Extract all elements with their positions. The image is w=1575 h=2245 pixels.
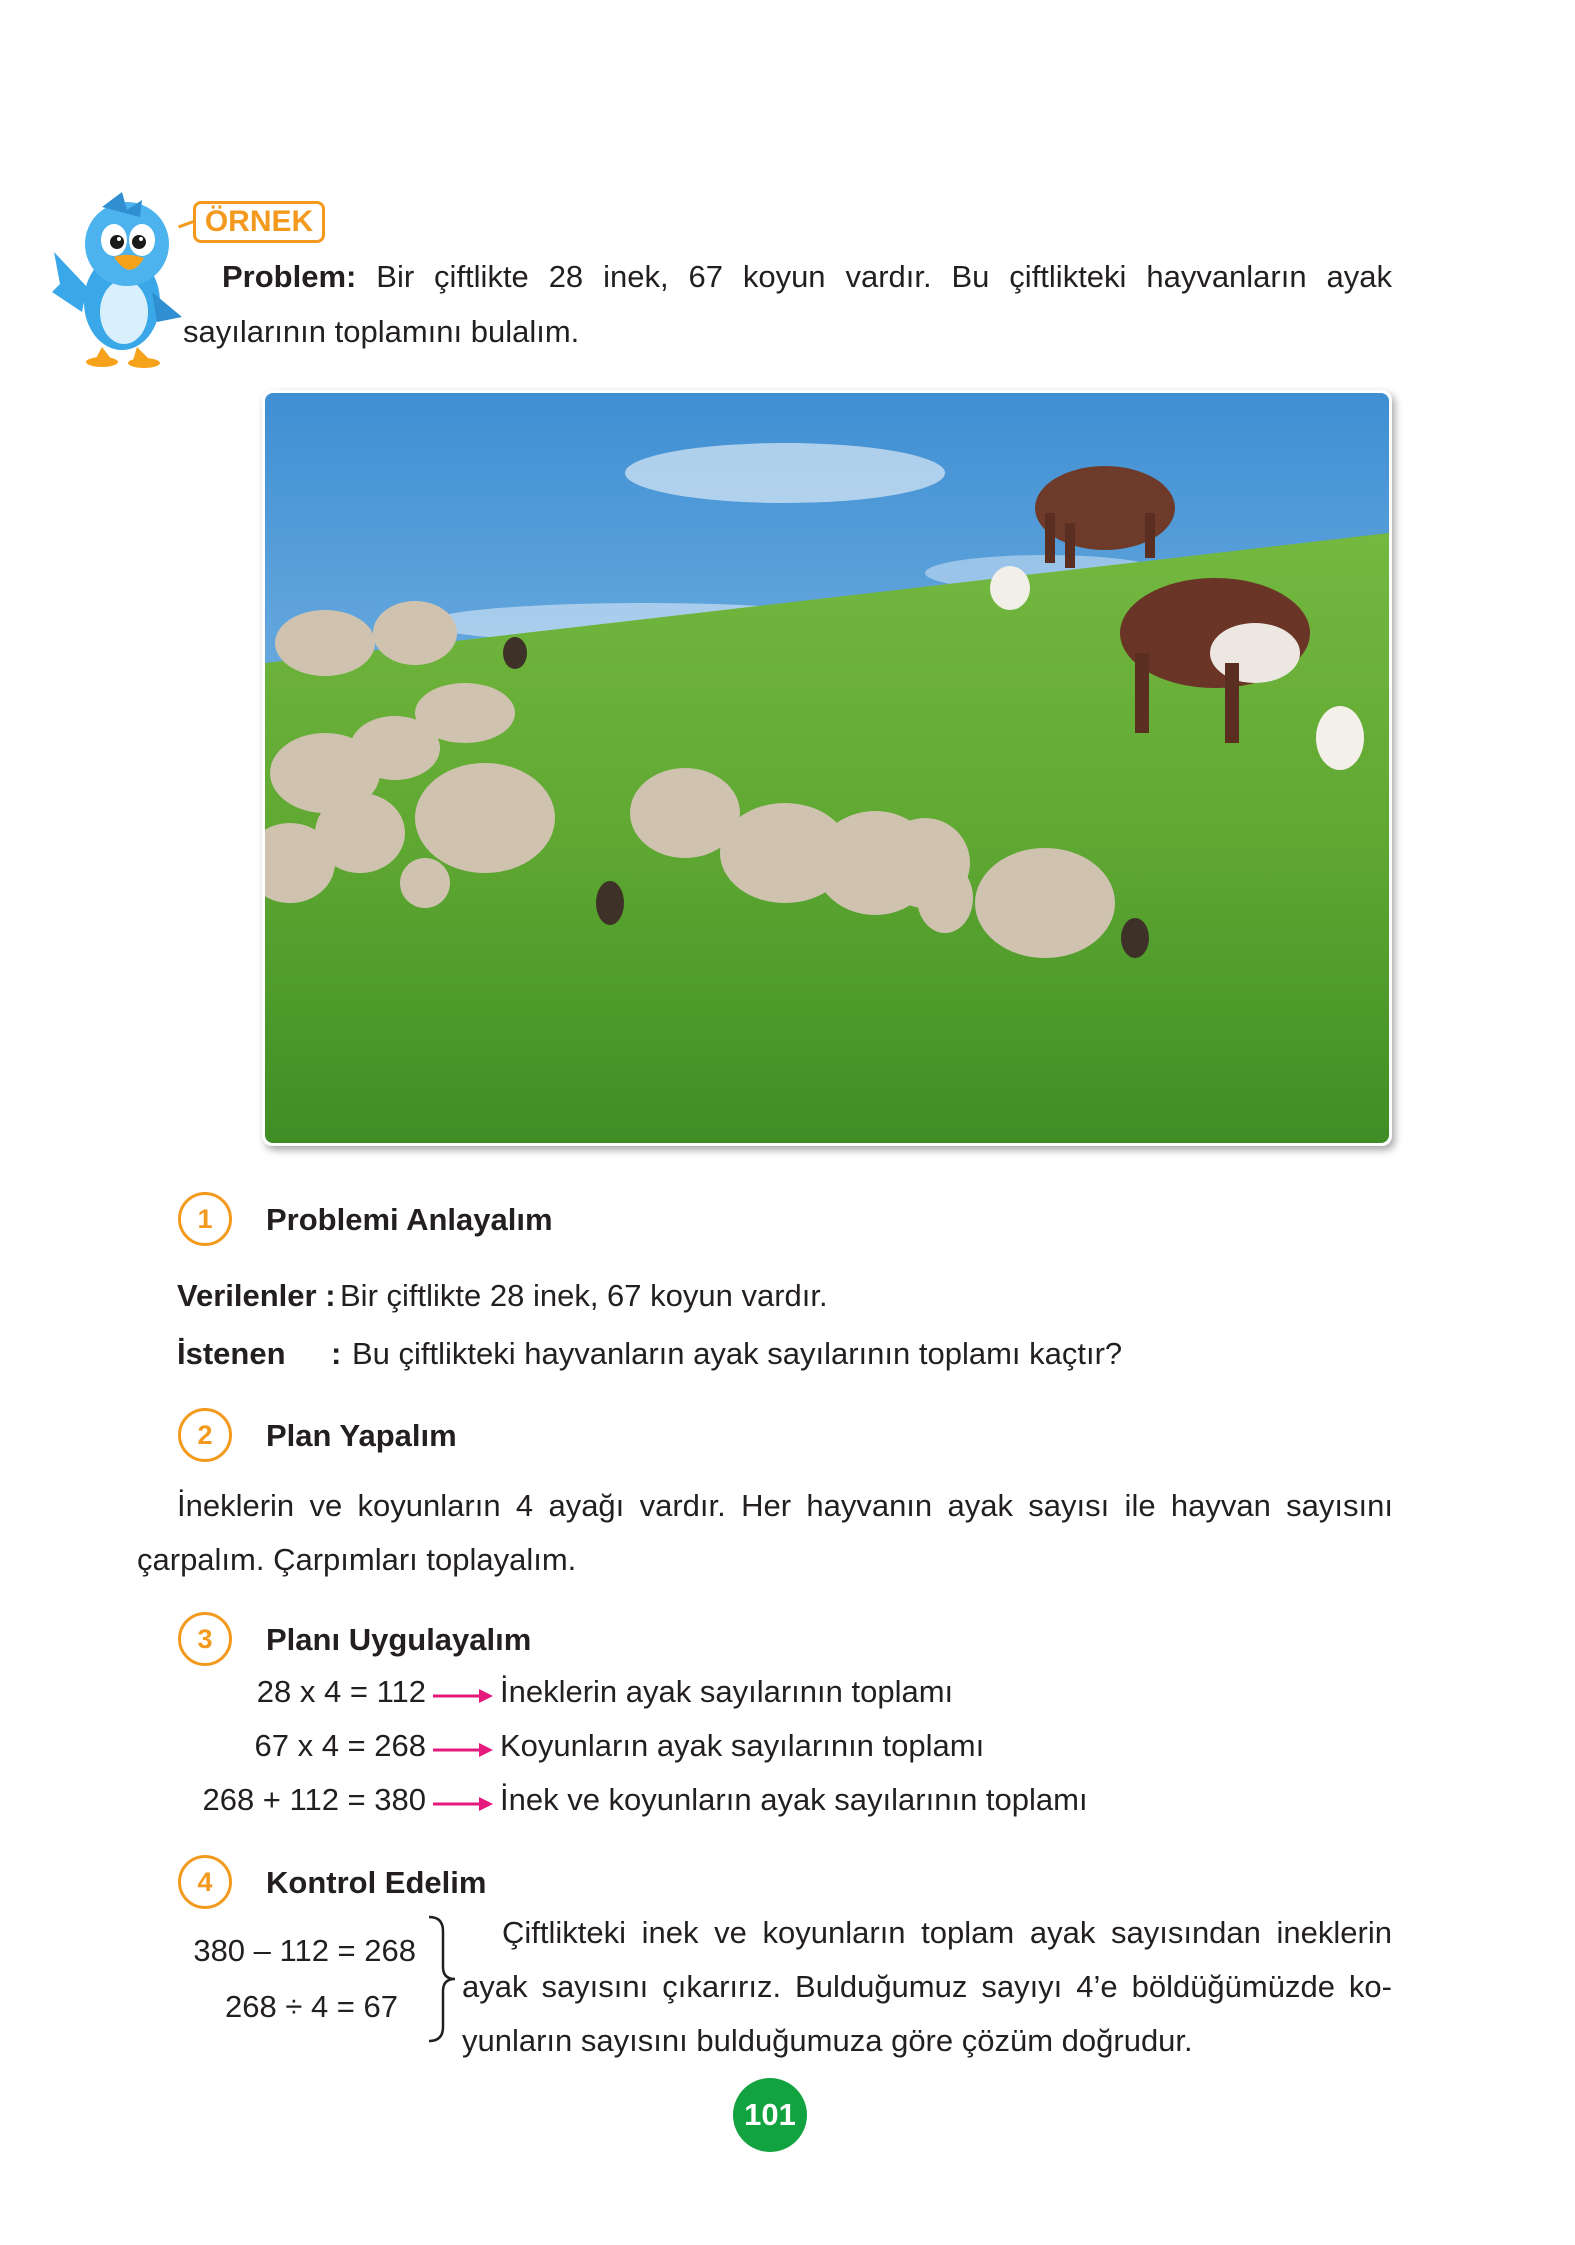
plan-line-2: çarpalım. Çarpımları toplayalım. — [137, 1542, 577, 1577]
check-line-3: yunların sayısını bulduğumuza göre çözüm doğrudur. — [462, 2023, 1193, 2058]
farm-photo — [265, 393, 1389, 1143]
asked-label: İstenen — [177, 1336, 286, 1371]
page-number: 101 — [733, 2078, 807, 2152]
asked-colon: : — [331, 1336, 342, 1371]
example-label: ÖRNEK — [193, 201, 325, 243]
plan-line-1: İneklerin ve koyunların 4 ayağı vardır. Her hayvanın ayak sayısı ile hayvan sayısını — [177, 1488, 1393, 1523]
problem-line-2: sayılarının toplamını bulalım. — [183, 314, 580, 349]
apply-result-1: İneklerin ayak sayılarının toplamı — [500, 1674, 954, 1709]
step-4-badge: 4 — [178, 1855, 232, 1909]
right-arrow-icon — [433, 1686, 495, 1706]
given-label: Verilenler : — [177, 1278, 336, 1313]
apply-equation-3: 268 + 112 = 380 — [202, 1782, 426, 1817]
given-text: Bir çiftlikte 28 inek, 67 koyun vardır. — [340, 1278, 828, 1313]
apply-result-2: Koyunların ayak sayılarının toplamı — [500, 1728, 985, 1763]
apply-equation-2: 67 x 4 = 268 — [254, 1728, 426, 1763]
right-arrow-icon — [433, 1740, 495, 1760]
problem-text: Bir çiftlikte 28 inek, 67 koyun vardır. Bu çiftlikteki hayvanların ayak — [376, 259, 1392, 294]
check-line-2: ayak sayısını çıkarırız. Bulduğumuz sayıyı 4’e böldüğümüzde ko- — [462, 1969, 1392, 2004]
problem-label: Problem: — [222, 259, 357, 294]
apply-equation-1: 28 x 4 = 112 — [256, 1674, 426, 1709]
step-4-title: Kontrol Edelim — [266, 1865, 487, 1900]
step-1-title: Problemi Anlayalım — [266, 1202, 553, 1237]
check-equation-2: 268 ÷ 4 = 67 — [224, 1989, 398, 2024]
blue-bird-mascot-icon — [52, 192, 192, 372]
step-1-badge: 1 — [178, 1192, 232, 1246]
curly-brace-icon — [425, 1915, 459, 2043]
step-2-badge: 2 — [178, 1408, 232, 1462]
problem-line-1 — [222, 258, 1392, 295]
check-line-1: Çiftlikteki inek ve koyunların toplam ayak sayısından ineklerin — [502, 1915, 1392, 1950]
step-2-title: Plan Yapalım — [266, 1418, 457, 1453]
asked-text: Bu çiftlikteki hayvanların ayak sayılarının toplamı kaçtır? — [352, 1336, 1123, 1371]
step-3-badge: 3 — [178, 1612, 232, 1666]
check-equation-1: 380 – 112 = 268 — [193, 1933, 416, 1968]
step-3-title: Planı Uygulayalım — [266, 1622, 532, 1657]
right-arrow-icon — [433, 1794, 495, 1814]
apply-result-3: İnek ve koyunların ayak sayılarının toplamı — [500, 1782, 1088, 1817]
